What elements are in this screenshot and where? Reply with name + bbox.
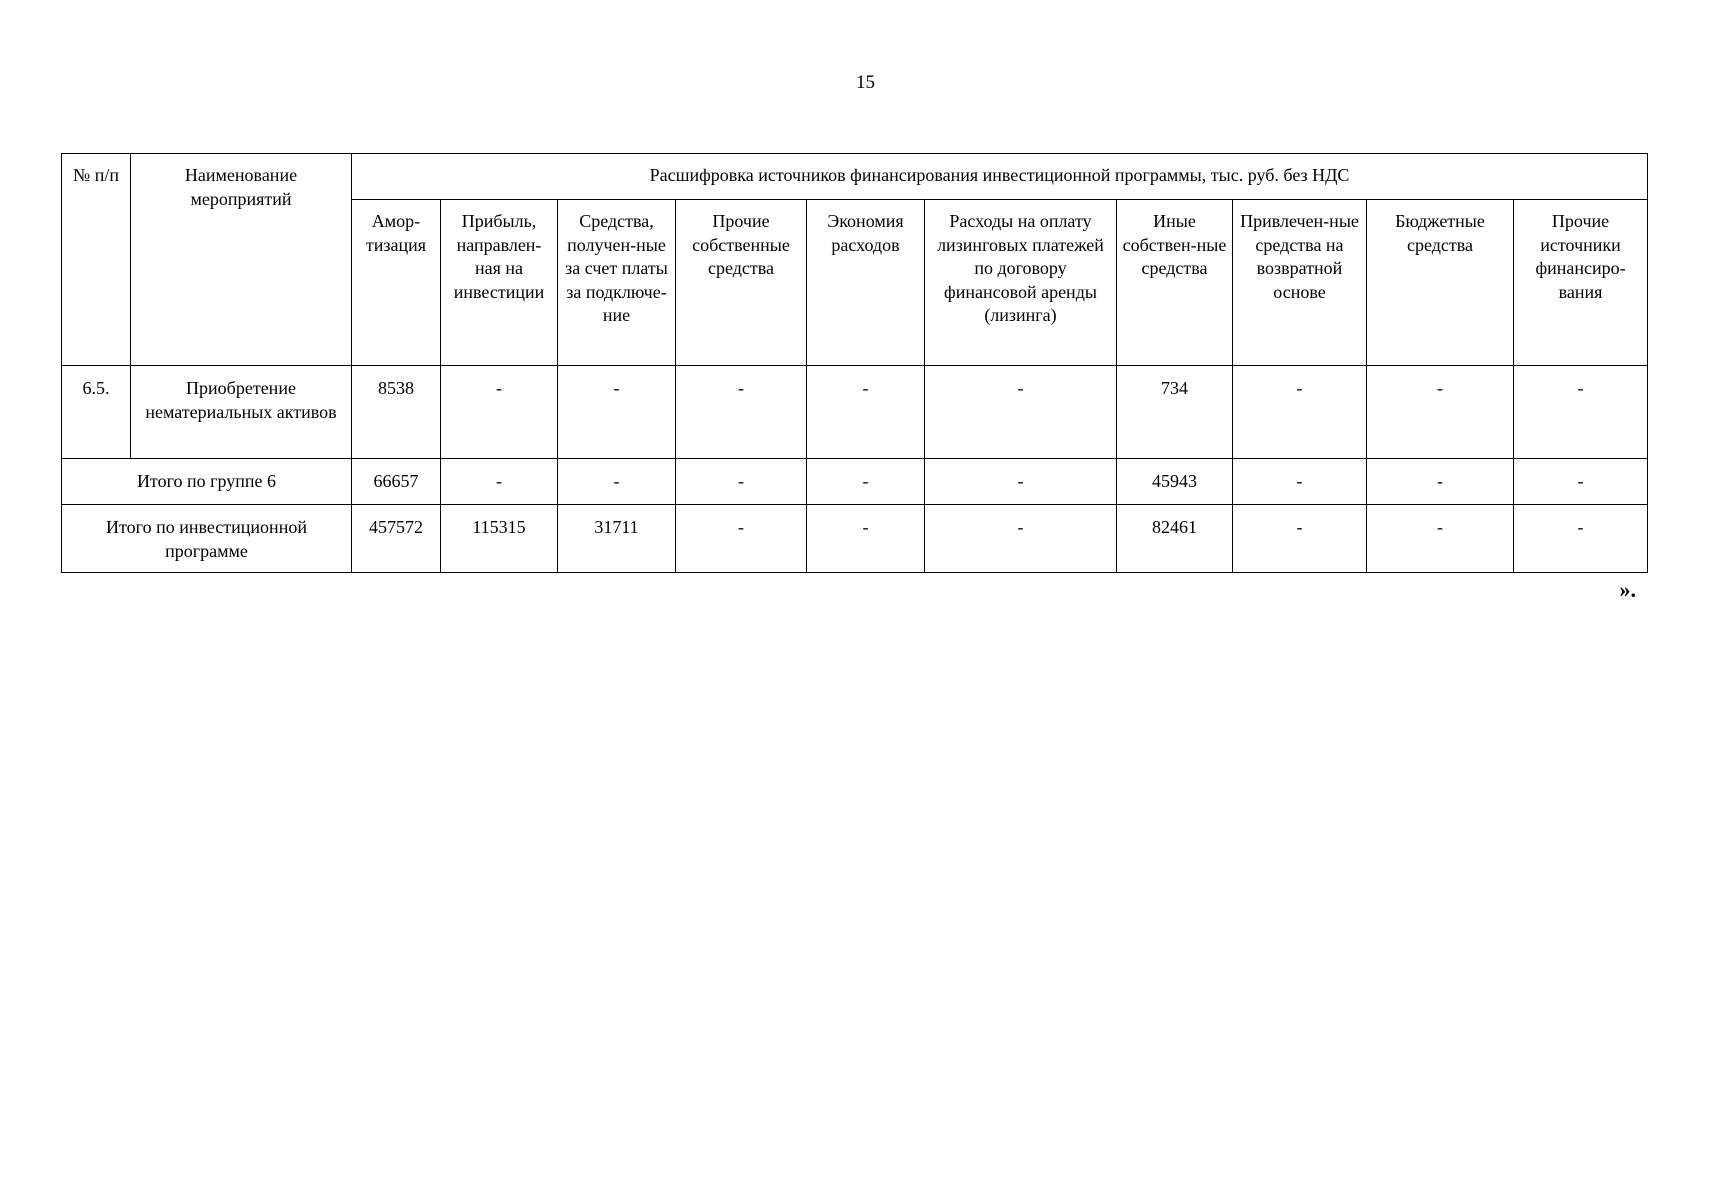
row-num: 6.5. xyxy=(62,366,131,459)
col-header-leasing-payments: Расходы на оплату лизинговых платежей по договору финансовой аренды (лизинга) xyxy=(925,200,1117,366)
cell-value: - xyxy=(925,505,1117,573)
cell-value: - xyxy=(676,459,807,505)
cell-value: - xyxy=(441,366,558,459)
cell-value: - xyxy=(1514,366,1648,459)
table-row-program-total xyxy=(62,505,1648,573)
col-header-cost-savings: Экономия расходов xyxy=(807,200,925,366)
cell-value: 8538 xyxy=(352,366,441,459)
program-total-label: Итого по инвестиционной программе xyxy=(62,505,352,573)
cell-value: - xyxy=(1233,366,1367,459)
cell-value: 66657 xyxy=(352,459,441,505)
cell-value: - xyxy=(676,366,807,459)
cell-value: 31711 xyxy=(558,505,676,573)
cell-value: - xyxy=(1233,459,1367,505)
table-row-group-total xyxy=(62,459,1648,505)
page-number: 15 xyxy=(856,72,875,93)
cell-value: - xyxy=(1514,505,1648,573)
cell-value: - xyxy=(1367,459,1514,505)
cell-value: - xyxy=(925,366,1117,459)
col-header-budget-funds: Бюджетные средства xyxy=(1367,200,1514,366)
col-name-header: Наименование мероприятий xyxy=(131,154,352,366)
col-header-borrowed-funds: Привлечен-ные средства на возвратной основе xyxy=(1233,200,1367,366)
cell-value: - xyxy=(807,459,925,505)
col-header-profit: Прибыль, направлен-ная на инвестиции xyxy=(441,200,558,366)
cell-value: 45943 xyxy=(1117,459,1233,505)
col-num-header: № п/п xyxy=(62,154,131,366)
col-header-connection-fees: Средства, получен-ные за счет платы за подключе-ние xyxy=(558,200,676,366)
cell-value: - xyxy=(558,366,676,459)
cell-value: 734 xyxy=(1117,366,1233,459)
financing-table xyxy=(61,153,1648,573)
cell-value: - xyxy=(807,505,925,573)
cell-value: - xyxy=(676,505,807,573)
cell-value: - xyxy=(1514,459,1648,505)
cell-value: - xyxy=(441,459,558,505)
col-header-other-own-funds: Прочие собственные средства xyxy=(676,200,807,366)
cell-value: - xyxy=(1367,505,1514,573)
cell-value: - xyxy=(1233,505,1367,573)
cell-value: 82461 xyxy=(1117,505,1233,573)
cell-value: - xyxy=(807,366,925,459)
financing-sources-header: Расшифровка источников финансирования инвестиционной программы, тыс. руб. без НДС xyxy=(352,154,1648,200)
cell-value: 457572 xyxy=(352,505,441,573)
group-total-label: Итого по группе 6 xyxy=(62,459,352,505)
col-header-amortization: Амор-тизация xyxy=(352,200,441,366)
cell-value: 115315 xyxy=(441,505,558,573)
cell-value: - xyxy=(925,459,1117,505)
col-header-other-sources: Прочие источники финансиро-вания xyxy=(1514,200,1648,366)
table-row xyxy=(62,366,1648,459)
row-name: Приобретение нематериальных активов xyxy=(131,366,352,459)
col-header-other-own-funds-2: Иные собствен-ные средства xyxy=(1117,200,1233,366)
cell-value: - xyxy=(558,459,676,505)
cell-value: - xyxy=(1367,366,1514,459)
closing-quote: ». xyxy=(1619,577,1636,602)
